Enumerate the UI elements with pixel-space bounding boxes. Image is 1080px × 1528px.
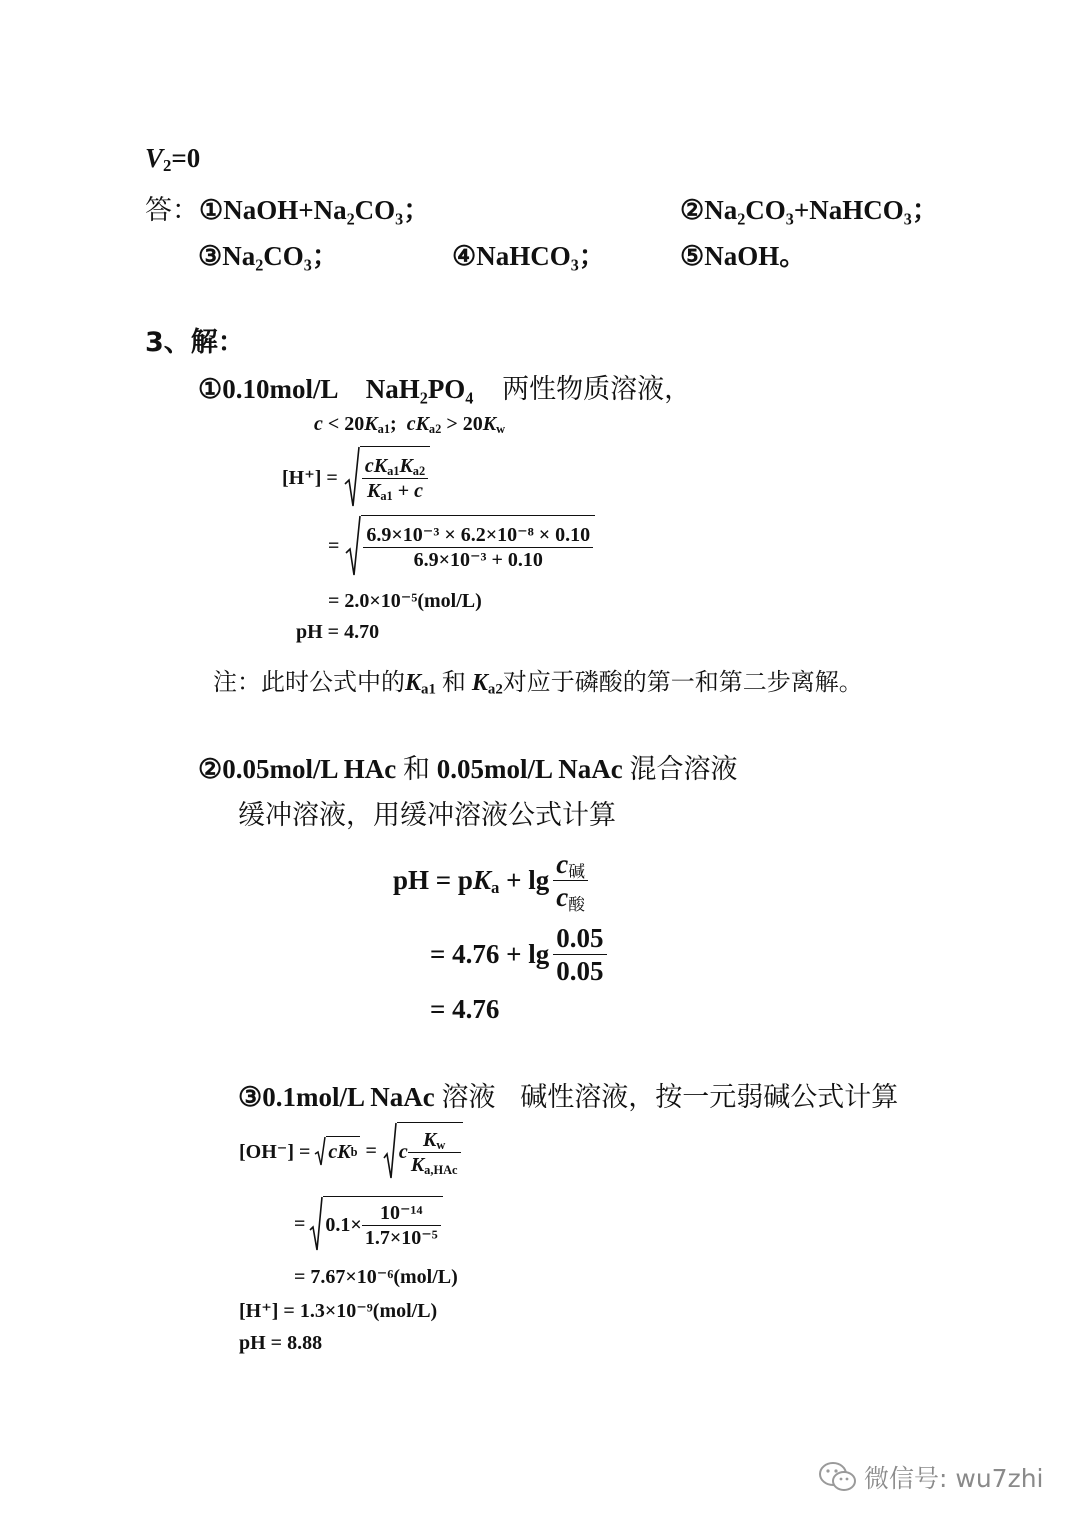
v2-rest: =0: [171, 143, 201, 173]
radical-sign-icon: [309, 1196, 323, 1252]
wechat-icon: [818, 1460, 858, 1494]
part3-h-result: [H⁺] = 1.3×10⁻⁹(mol/L): [239, 1300, 438, 1322]
radical-sign-icon: [314, 1136, 326, 1166]
v2-line: [145, 143, 200, 174]
part1-formula: NaH₂PO₄: [365, 374, 474, 404]
part2-den: 0.05: [556, 956, 604, 987]
part3-numeric: = 0.1× $\frac{\text{10⁻¹⁴}}{\text{1.7×10⁻⁵}}$: [294, 1196, 443, 1252]
part2-num: 0.05: [553, 922, 606, 955]
part2-step2-lhs: = 4.76 + lg: [430, 939, 550, 970]
note-prefix: 注：此时公式中的: [213, 668, 405, 696]
section-3-heading: 3、解：: [145, 327, 245, 358]
part1-denominator: 6.9×10⁻³ + 0.10: [413, 548, 543, 571]
answer-item-1: ①NaOH+Na₂CO₃；: [199, 195, 431, 225]
answer-item-2: ②Na₂CO₃+NaHCO₃；: [680, 195, 939, 225]
answer-label: 答：: [145, 195, 199, 226]
note-and: 和: [441, 668, 466, 696]
watermark-text: 微信号: wu7zhi: [864, 1464, 1044, 1493]
part2-subtitle: 缓冲溶液，用缓冲溶液公式计算: [238, 800, 616, 831]
acid-label: 酸: [568, 894, 585, 915]
part3-desc-2: 碱性溶液，按一元弱碱公式计算: [520, 1082, 899, 1113]
part2-result: = 4.76: [430, 994, 500, 1024]
part2-and: 和: [402, 754, 430, 785]
note-suffix: 对应于磷酸的第一和第二步离解。: [502, 668, 863, 696]
part2-desc: 混合溶液: [629, 754, 738, 785]
part1-result: = 2.0×10⁻⁵(mol/L): [328, 590, 482, 612]
part3-oh-lhs: [OH⁻] =: [239, 1140, 311, 1163]
part3-conc: ③0.1mol/L NaAc: [238, 1082, 435, 1112]
part1-sqrt-2: [345, 515, 595, 577]
part2-formula-1: pH = $pK_a + \lg$ $\frac{c_碱}{c_酸}$: [393, 848, 588, 914]
part1-title: [198, 367, 691, 406]
part1-sqrt-1: $\frac{cK_{a1}K_{a2}}{K_{a1} + c}$: [344, 446, 430, 508]
radical-sign-icon: [344, 446, 360, 508]
radical-sign-icon: [383, 1122, 397, 1180]
part3-den: 1.7×10⁻⁵: [364, 1226, 438, 1249]
part1-h-lhs: [H⁺] =: [282, 466, 338, 489]
part1-ph: pH = 4.70: [296, 621, 380, 643]
part1-h-formula: [282, 446, 430, 508]
part3-title: [238, 1075, 898, 1114]
v2-sub: 2: [163, 156, 172, 176]
part2-title: [198, 747, 737, 786]
part1-desc: 两性物质溶液，: [502, 374, 692, 405]
part2-conc-1: ②0.05mol/L HAc: [198, 754, 397, 784]
part1-note: 注：此时公式中的$K_{a1}$ 和 $K_{a2}$对应于磷酸的第一和第二步离解。: [213, 668, 863, 698]
part3-oh-formula: [OH⁻] = cK b = c $\frac{K_w}{K_{a,HAc}}$: [239, 1122, 463, 1180]
v2-var: V: [145, 143, 164, 173]
part3-oh-result: = 7.67×10⁻⁶(mol/L): [294, 1266, 458, 1288]
part3-desc-1: 溶液: [441, 1082, 496, 1113]
part1-conc: ①0.10mol/L: [198, 374, 337, 404]
part2-formula-2: [430, 922, 607, 988]
part3-num: 10⁻¹⁴: [362, 1201, 441, 1226]
answer-item-3: ③Na₂CO₃；: [198, 241, 339, 271]
part1-numerator: 6.9×10⁻³ × 6.2×10⁻⁸ × 0.10: [363, 523, 593, 548]
watermark: [818, 1459, 1043, 1495]
base-label: 碱: [568, 861, 585, 882]
part3-ph: pH = 8.88: [239, 1332, 323, 1354]
answer-line-1: [145, 188, 430, 227]
answer-item-4: ④NaHCO₃；: [452, 241, 606, 271]
part3-coef: 0.1×: [325, 1213, 362, 1236]
answer-item-5: ⑤NaOH。: [680, 241, 807, 271]
radical-sign-icon: [345, 515, 361, 577]
part1-numeric: = $\frac{\text{6.9×10⁻³ × 6.2×10⁻⁸ × 0.10}}{\text{6.9×10⁻³ + 0.10}}$: [328, 515, 595, 577]
part2-conc-2: 0.05mol/L NaAc: [436, 754, 623, 784]
part1-condition: $c < 20K_{a1}$; $cK_{a2} > 20K_w$: [314, 413, 506, 437]
